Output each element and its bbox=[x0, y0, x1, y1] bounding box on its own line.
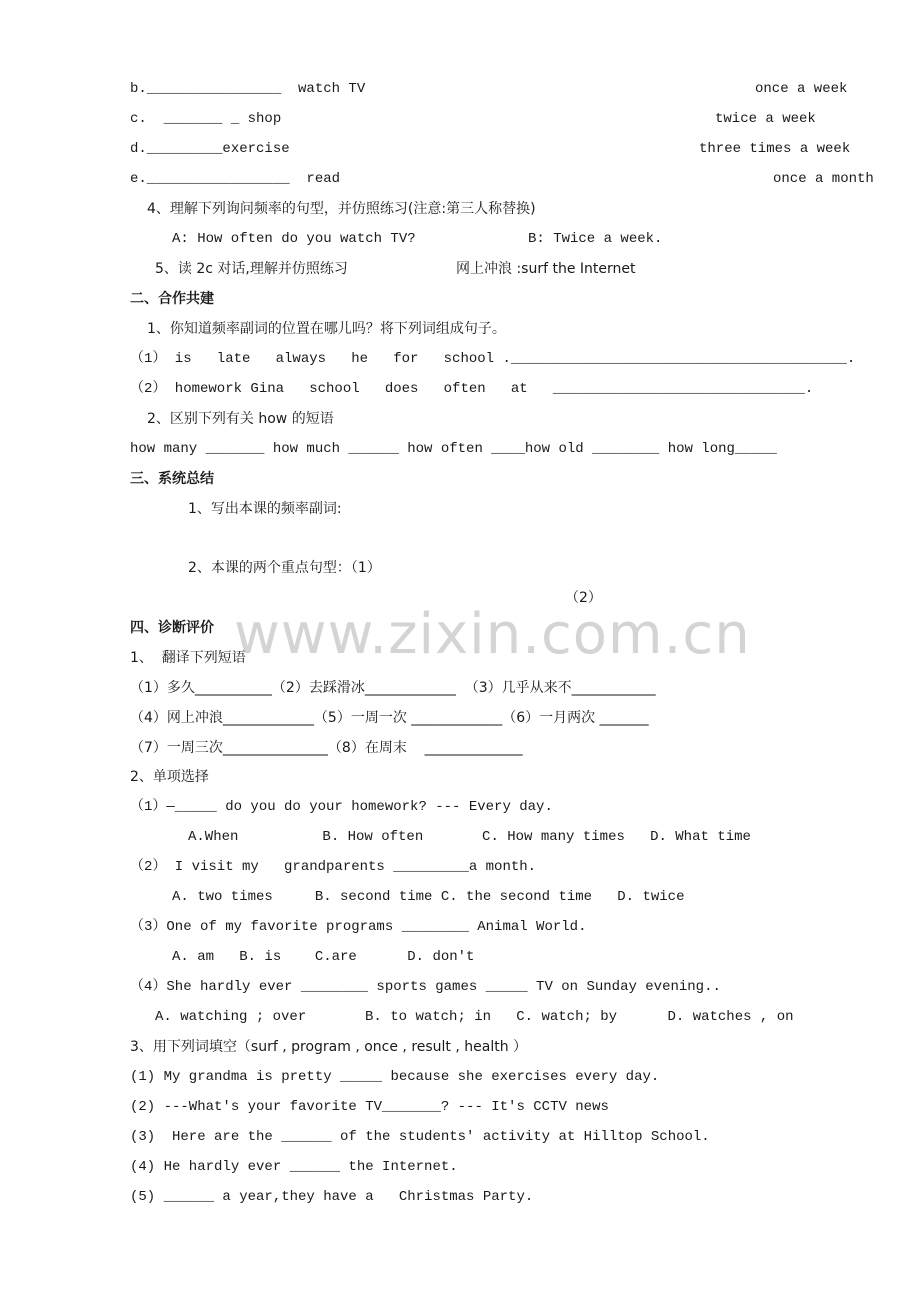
section-heading-3: 三、系统总结 bbox=[130, 471, 214, 487]
translate-title: 1、 翻译下列短语 bbox=[130, 650, 246, 666]
choice-2: （2） I visit my grandparents _________a month. bbox=[130, 859, 537, 875]
choice-1: （1）—_____ do you do your homework? --- Every day. bbox=[130, 799, 553, 815]
row-c-right: twice a week bbox=[715, 111, 816, 127]
row-b-right: once a week bbox=[755, 81, 848, 97]
row-d-left: d._________exercise bbox=[130, 141, 290, 157]
row-d-right: three times a week bbox=[699, 141, 851, 157]
choice-4-options: A. watching ; over B. to watch; in C. watch; by D. watches , on bbox=[155, 1009, 794, 1025]
section-heading-2: 二、合作共建 bbox=[130, 291, 214, 307]
fill-1: (1) My grandma is pretty _____ because she exercises every day. bbox=[130, 1069, 660, 1085]
translate-row-2: （4）网上冲浪_____________（5）一周一次 _____________（6）一月两次 _______ bbox=[130, 710, 649, 726]
fill-2: (2) ---What's your favorite TV_______? --- It's CCTV news bbox=[130, 1099, 609, 1115]
section-heading-4: 四、诊断评价 bbox=[130, 620, 214, 636]
choice-1-options: A.When B. How often C. How many times D. What time bbox=[188, 829, 751, 845]
question-4: 4、理解下列询问频率的句型，并仿照练习(注意:第三人称替换) bbox=[147, 201, 536, 217]
choice-4: （4）She hardly ever ________ sports games _____ TV on Sunday evening.. bbox=[130, 979, 721, 995]
question-5-surf: 网上冲浪 :surf the Internet bbox=[456, 261, 636, 277]
part3-q2: 2、本课的两个重点句型：（1） bbox=[188, 560, 381, 576]
part2-sentence-2: （2） homework Gina school does often at ______________________________. bbox=[130, 381, 814, 397]
choice-3-options: A. am B. is C.are D. don't bbox=[172, 949, 475, 965]
translate-row-1: （1）多久___________（2）去踩滑冰_____________ （3）几乎从来不____________ bbox=[130, 680, 656, 696]
watermark: www.zixin.com.cn bbox=[234, 602, 751, 667]
choice-2-options: A. two times B. second time C. the second time D. twice bbox=[172, 889, 685, 905]
part2-q1: 1、你知道频率副词的位置在哪儿吗？将下列词组成句子。 bbox=[147, 321, 506, 337]
row-e-right: once a month bbox=[773, 171, 874, 187]
part3-q2-second: （2） bbox=[565, 590, 602, 606]
part3-q1: 1、写出本课的频率副词: bbox=[188, 501, 342, 517]
part2-sentence-1: （1） is late always he for school .________________________________________. bbox=[130, 351, 856, 367]
fill-4: (4) He hardly ever ______ the Internet. bbox=[130, 1159, 458, 1175]
row-c-left: c. _______ _ shop bbox=[130, 111, 282, 127]
how-phrases: how many _______ how much ______ how often ____how old ________ how long_____ bbox=[130, 441, 777, 457]
question-4-a: A: How often do you watch TV? bbox=[172, 231, 416, 247]
translate-row-3: （7）一周三次_______________（8）在周末 ______________ bbox=[130, 740, 523, 756]
choice-3: （3）One of my favorite programs ________ Animal World. bbox=[130, 919, 587, 935]
question-5: 5、读 2c 对话,理解并仿照练习 bbox=[155, 261, 348, 277]
choice-title: 2、单项选择 bbox=[130, 769, 209, 785]
fill-3: (3) Here are the ______ of the students' activity at Hilltop School. bbox=[130, 1129, 710, 1145]
fill-title: 3、用下列词填空（surf , program , once , result , health ） bbox=[130, 1039, 528, 1055]
fill-5: (5) ______ a year,they have a Christmas Party. bbox=[130, 1189, 534, 1205]
row-b-left: b.________________ watch TV bbox=[130, 81, 366, 97]
part2-q2: 2、区别下列有关 how 的短语 bbox=[147, 411, 334, 427]
question-4-b: B: Twice a week. bbox=[528, 231, 663, 247]
row-e-left: e._________________ read bbox=[130, 171, 341, 187]
